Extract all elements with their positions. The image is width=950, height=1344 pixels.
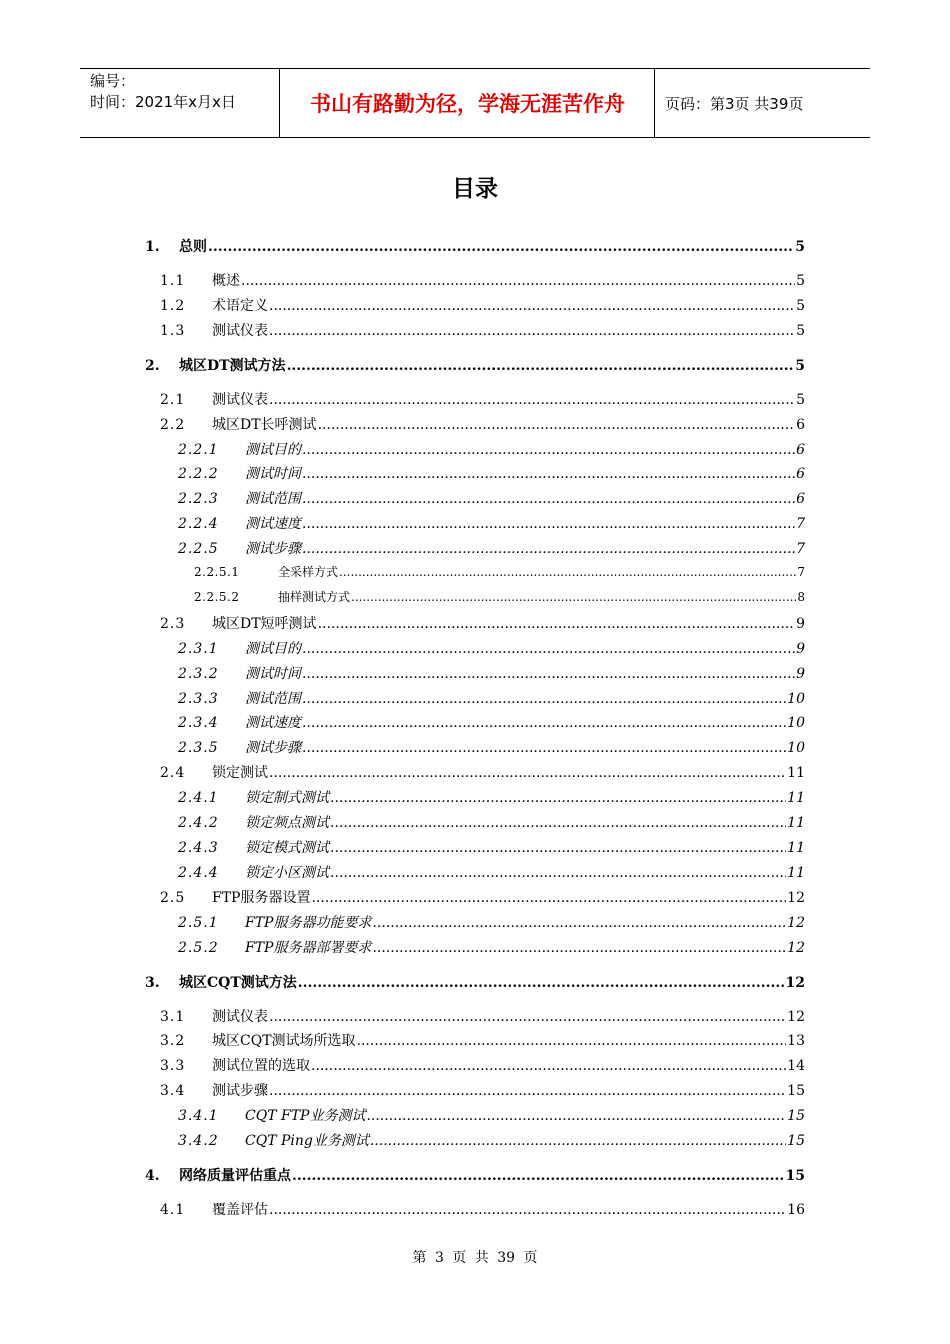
toc-entry-number: 2.1 <box>160 392 186 408</box>
toc-entry-number: 2.4.3 <box>178 840 219 856</box>
toc-entry-number: 2.5 <box>160 890 186 906</box>
toc-entry-title: 术语定义 <box>212 298 268 314</box>
toc-entry-page: 11 <box>787 815 805 831</box>
time-label: 时间：2021年x月x日 <box>90 93 236 111</box>
toc-entry-page: 11 <box>787 865 805 881</box>
toc-leader-dots <box>269 1083 786 1099</box>
toc-entry[interactable] <box>194 588 805 605</box>
toc-entry-number: 2.2.2 <box>178 466 219 482</box>
toc-entry-page: 5 <box>796 323 805 339</box>
toc-entry-page: 7 <box>796 516 805 532</box>
toc-leader-dots <box>318 417 796 433</box>
toc-entry[interactable] <box>160 295 805 315</box>
toc-entry-title: 总则 <box>179 239 207 255</box>
toc-entry-page: 10 <box>787 691 805 707</box>
toc-leader-dots <box>241 273 795 289</box>
toc-entry-title: FTP服务器部署要求 <box>245 940 372 956</box>
toc-entry[interactable] <box>160 887 805 907</box>
toc-entry-title: 测试步骤 <box>245 740 301 756</box>
toc-entry[interactable] <box>145 355 805 375</box>
toc-leader-dots <box>351 590 796 604</box>
toc-entry-title: 测试步骤 <box>212 1083 268 1099</box>
toc-leader-dots <box>302 641 795 657</box>
toc-entry-page: 15 <box>787 1108 805 1124</box>
toc-leader-dots <box>330 865 786 881</box>
toc-leader-dots <box>372 915 786 931</box>
toc-entry-number: 1. <box>145 239 160 255</box>
toc-entry-page: 9 <box>796 641 805 657</box>
toc-entry[interactable] <box>178 463 805 483</box>
toc-leader-dots <box>339 565 796 579</box>
toc-leader-dots <box>302 466 795 482</box>
toc-entry-title: 测试目的 <box>245 641 301 657</box>
toc-entry[interactable] <box>194 563 805 580</box>
toc-entry-number: 3. <box>145 975 160 991</box>
toc-entry-number: 2.4 <box>160 765 186 781</box>
toc-entry-page: 9 <box>796 616 805 632</box>
toc-entry-title: 测试速度 <box>245 516 301 532</box>
toc-entry[interactable] <box>178 688 805 708</box>
toc-entry-title: 锁定频点测试 <box>245 815 329 831</box>
toc-entry-title: 测试时间 <box>245 466 301 482</box>
toc-entry[interactable] <box>160 1055 805 1075</box>
toc-leader-dots <box>298 975 785 991</box>
toc-entry-number: 2.2.4 <box>178 516 219 532</box>
toc-entry-number: 3.2 <box>160 1033 186 1049</box>
toc-entry-page: 5 <box>796 392 805 408</box>
toc-entry-page: 7 <box>796 541 805 557</box>
toc-leader-dots <box>318 616 796 632</box>
number-label: 编号： <box>90 72 136 90</box>
toc-entry[interactable] <box>160 1006 805 1026</box>
toc-entry-page: 11 <box>787 840 805 856</box>
toc-leader-dots <box>302 691 786 707</box>
toc-entry-number: 1.2 <box>160 298 186 314</box>
toc-leader-dots <box>302 516 795 532</box>
toc-entry-title: 锁定小区测试 <box>245 865 329 881</box>
toc-leader-dots <box>330 840 786 856</box>
toc-entry[interactable] <box>178 812 805 832</box>
toc-entry-title: 城区CQT测试场所选取 <box>212 1033 356 1049</box>
toc-entry[interactable] <box>160 1080 805 1100</box>
toc-leader-dots <box>302 491 795 507</box>
toc-entry-page: 13 <box>787 1033 805 1049</box>
toc-entry-title: 城区DT测试方法 <box>179 358 286 374</box>
toc-leader-dots <box>370 1133 786 1149</box>
toc-entry[interactable] <box>178 439 805 459</box>
toc-entry[interactable] <box>178 912 805 932</box>
toc-entry-number: 1.1 <box>160 273 186 289</box>
toc-entry-page: 5 <box>796 298 805 314</box>
toc-leader-dots <box>302 541 795 557</box>
toc-leader-dots <box>330 815 786 831</box>
toc-entry-page: 14 <box>787 1058 805 1074</box>
toc-entry-page: 15 <box>787 1083 805 1099</box>
toc-entry-number: 3.4.1 <box>178 1108 219 1124</box>
toc-leader-dots <box>302 666 795 682</box>
toc-entry-title: 锁定制式测试 <box>245 790 329 806</box>
toc-entry-page: 7 <box>797 565 805 579</box>
toc-entry[interactable] <box>178 538 805 558</box>
toc-entry-page: 12 <box>787 890 805 906</box>
toc-entry-title: 锁定测试 <box>212 765 268 781</box>
toc-entry-page: 12 <box>785 975 805 991</box>
toc-entry-page: 12 <box>787 1009 805 1025</box>
page-title: 目录 <box>452 176 498 202</box>
toc-entry-number: 2.5.2 <box>178 940 219 956</box>
toc-entry-title: 测试仪表 <box>212 392 268 408</box>
toc-entry-page: 9 <box>796 666 805 682</box>
toc-entry-page: 8 <box>797 590 805 604</box>
toc-entry-number: 2.4.2 <box>178 815 219 831</box>
toc-entry-title: 概述 <box>212 273 240 289</box>
toc-entry[interactable] <box>178 862 805 882</box>
toc-entry[interactable] <box>145 1165 805 1185</box>
toc-entry-page: 10 <box>787 715 805 731</box>
toc-entry-number: 2.2.3 <box>178 491 219 507</box>
toc-entry[interactable] <box>160 414 805 434</box>
toc-entry-number: 2. <box>145 358 160 374</box>
toc-entry-page: 11 <box>787 765 805 781</box>
toc-entry[interactable] <box>178 937 805 957</box>
toc-entry[interactable] <box>178 513 805 533</box>
toc-entry-title: 测试范围 <box>245 691 301 707</box>
toc-entry-page: 16 <box>787 1202 805 1218</box>
toc-entry-page: 5 <box>795 358 805 374</box>
toc-entry[interactable] <box>178 1130 805 1150</box>
toc-leader-dots <box>311 890 786 906</box>
toc-entry-number: 2.2.5 <box>178 541 219 557</box>
toc-entry[interactable] <box>160 1199 805 1219</box>
toc-leader-dots <box>330 790 786 806</box>
toc-leader-dots <box>269 1202 786 1218</box>
toc-entry[interactable] <box>160 1030 805 1050</box>
toc-leader-dots <box>302 442 795 458</box>
toc-entry-number: 2.2.5.1 <box>194 565 240 579</box>
toc-entry-number: 4. <box>145 1168 160 1184</box>
toc-entry-page: 6 <box>796 466 805 482</box>
toc-entry-title: 城区DT短呼测试 <box>212 616 317 632</box>
toc-entry[interactable] <box>178 712 805 732</box>
toc-entry[interactable] <box>178 638 805 658</box>
toc-entry-number: 4.1 <box>160 1202 186 1218</box>
toc-entry-title: 测试范围 <box>245 491 301 507</box>
toc-leader-dots <box>287 358 795 374</box>
toc-entry-title: FTP服务器功能要求 <box>245 915 372 931</box>
toc-entry[interactable] <box>160 320 805 340</box>
toc-leader-dots <box>269 392 795 408</box>
toc-entry-page: 12 <box>787 940 805 956</box>
toc-entry-title: 锁定模式测试 <box>245 840 329 856</box>
toc-entry-number: 2.3.2 <box>178 666 219 682</box>
toc-entry-page: 15 <box>785 1168 805 1184</box>
toc-entry-title: 城区DT长呼测试 <box>212 417 317 433</box>
toc-entry-number: 3.3 <box>160 1058 186 1074</box>
toc-entry-number: 2.5.1 <box>178 915 219 931</box>
toc-leader-dots <box>269 323 795 339</box>
toc-entry-number: 3.1 <box>160 1009 186 1025</box>
toc-entry-page: 11 <box>787 790 805 806</box>
toc-entry-title: 测试目的 <box>245 442 301 458</box>
toc-entry-number: 2.2.5.2 <box>194 590 240 604</box>
toc-entry[interactable] <box>178 787 805 807</box>
toc-entry-title: CQT FTP业务测试 <box>245 1108 366 1124</box>
toc-entry-title: 测试仪表 <box>212 1009 268 1025</box>
toc-leader-dots <box>208 239 794 255</box>
toc-entry-number: 2.3.3 <box>178 691 219 707</box>
header-page-info: 页码：第3页 共39页 <box>665 94 804 113</box>
toc-entry[interactable] <box>145 972 805 992</box>
page-header <box>80 68 870 138</box>
toc-entry[interactable] <box>178 737 805 757</box>
toc-entry-page: 6 <box>796 442 805 458</box>
toc-entry-number: 1.3 <box>160 323 186 339</box>
toc-entry-title: CQT Ping业务测试 <box>245 1133 369 1149</box>
toc-entry-number: 3.4.2 <box>178 1133 219 1149</box>
toc-entry-page: 5 <box>796 273 805 289</box>
toc-entry-title: 测试时间 <box>245 666 301 682</box>
toc-entry-number: 2.3.5 <box>178 740 219 756</box>
toc-entry[interactable] <box>160 762 805 782</box>
toc-entry-title: 城区CQT测试方法 <box>179 975 297 991</box>
toc-leader-dots <box>269 298 795 314</box>
toc-entry-number: 2.4.1 <box>178 790 219 806</box>
toc-entry-number: 2.2 <box>160 417 186 433</box>
toc-entry-title: 全采样方式 <box>278 565 339 579</box>
header-motto: 书山有路勤为径，学海无涯苦作舟 <box>281 69 655 137</box>
toc-entry-title: 测试步骤 <box>245 541 301 557</box>
toc-entry-title: 抽样测试方式 <box>278 590 351 604</box>
header-meta <box>80 69 280 137</box>
toc-entry[interactable] <box>160 613 805 633</box>
toc-leader-dots <box>269 765 786 781</box>
toc-entry[interactable] <box>178 1105 805 1125</box>
toc-entry-title: 网络质量评估重点 <box>179 1168 291 1184</box>
toc-entry-number: 2.2.1 <box>178 442 219 458</box>
toc-entry-number: 2.3.4 <box>178 715 219 731</box>
toc-leader-dots <box>366 1108 786 1124</box>
toc-entry-page: 6 <box>796 491 805 507</box>
toc-entry[interactable] <box>160 389 805 409</box>
toc-entry-page: 10 <box>787 740 805 756</box>
toc-leader-dots <box>302 740 786 756</box>
toc-leader-dots <box>292 1168 785 1184</box>
toc-entry-title: FTP服务器设置 <box>212 890 311 906</box>
toc-leader-dots <box>269 1009 786 1025</box>
toc-entry-title: 测试速度 <box>245 715 301 731</box>
toc-entry-number: 2.3 <box>160 616 186 632</box>
toc-leader-dots <box>311 1058 786 1074</box>
toc-entry[interactable] <box>178 837 805 857</box>
toc-entry-page: 5 <box>795 239 805 255</box>
page-footer: 第 3 页 共 39 页 <box>412 1250 538 1266</box>
toc-entry-number: 3.4 <box>160 1083 186 1099</box>
toc-entry-page: 15 <box>787 1133 805 1149</box>
toc-leader-dots <box>357 1033 787 1049</box>
toc-entry-title: 测试仪表 <box>212 323 268 339</box>
toc-entry[interactable] <box>145 236 805 256</box>
toc-leader-dots <box>372 940 786 956</box>
toc-entry-page: 6 <box>796 417 805 433</box>
toc-entry-title: 测试位置的选取 <box>212 1058 310 1074</box>
toc-entry-title: 覆盖评估 <box>212 1202 268 1218</box>
toc-entry[interactable] <box>160 270 805 290</box>
toc-leader-dots <box>302 715 786 731</box>
toc-entry-number: 2.4.4 <box>178 865 219 881</box>
toc-entry[interactable] <box>178 663 805 683</box>
toc-entry-page: 12 <box>787 915 805 931</box>
toc-entry[interactable] <box>178 488 805 508</box>
toc-entry-number: 2.3.1 <box>178 641 219 657</box>
